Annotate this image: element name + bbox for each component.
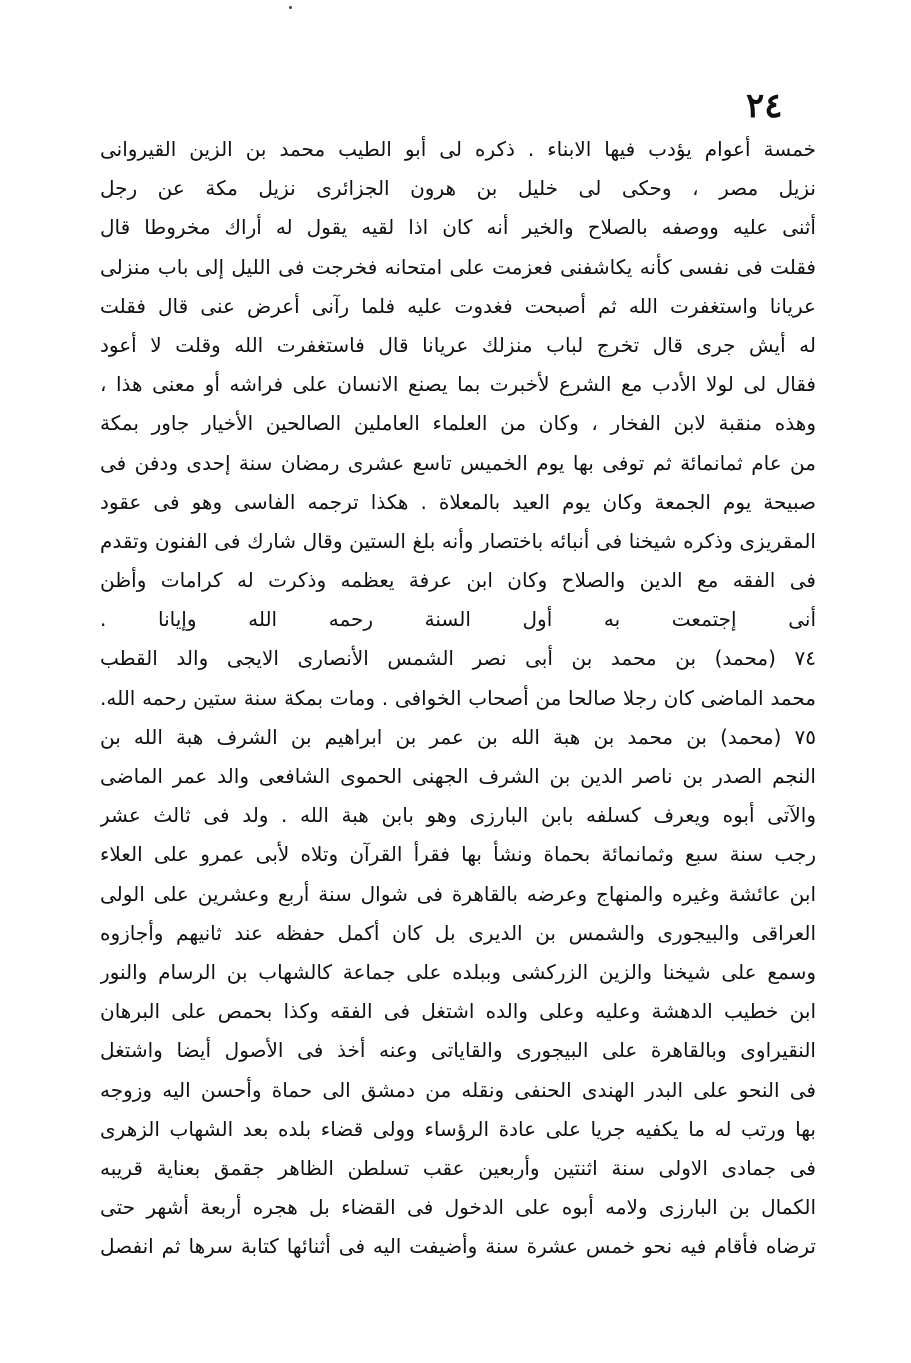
page-number: ٢٤ <box>746 86 783 126</box>
text-line: العراقى والبيجورى والشمس بن الديرى بل كان أكمل حفظه عند ثانيهم وأجازوه <box>100 920 816 945</box>
text-line: صبيحة يوم الجمعة وكان يوم العيد بالمعلاة . هكذا ترجمه الفاسى وهو فى عقود <box>100 489 816 514</box>
text-line: النقيراوى وبالقاهرة على البيجورى والقاياتى وعنه أخذ فى الأصول أيضا واشتغل <box>100 1038 816 1063</box>
text-line: أثنى عليه ووصفه بالصلاح والخير أنه كان اذا لقيه يقول له أراك مخروطا قال <box>100 215 816 240</box>
text-line: عريانا واستغفرت الله ثم أصبحت فغدوت عليه فلما رآنى أعرض عنى قال فقلت <box>100 293 816 318</box>
text-line: ٧٥ (محمد) بن محمد بن هبة الله بن عمر بن ابراهيم بن الشرف هبة الله بن <box>100 724 816 749</box>
text-line: الكمال بن البارزى ولامه أبوه على الدخول فى القضاء بل هجره أربعة أشهر حتى <box>100 1195 816 1220</box>
text-line: والآتى أبوه ويعرف كسلفه بابن البارزى وهو بابن هبة الله . ولد فى ثالث عشر <box>100 803 816 828</box>
text-line: من عام ثمانمائة ثم توفى بها يوم الخميس تاسع عشرى رمضان سنة إحدى ودفن فى <box>100 450 816 475</box>
text-line: له أيش جرى قال تخرج لباب منزلك عريانا قال فاستغفرت الله وقلت لا أعود <box>100 332 816 357</box>
text-line: ٧٤ (محمد) بن محمد بن أبى نصر الشمس الأنصارى الايجى والد القطب <box>100 646 816 671</box>
text-line: فى جمادى الاولى سنة اثنتين وأربعين عقب تسلطن الظاهر جقمق بعناية قريبه <box>100 1155 816 1180</box>
text-line: خمسة أعوام يؤدب فيها الابناء . ذكره لى أبو الطيب محمد بن الزين القيروانى <box>100 137 816 161</box>
text-line: بها ورتب له ما يكفيه جريا على عادة الرؤساء وولى قضاء بلده بعد الشهاب الزهرى <box>100 1116 816 1141</box>
text-line: فى النحو على البدر الهندى الحنفى ونقله من دمشق الى حماة وأحسن اليه وزوجه <box>100 1077 816 1102</box>
text-line: ابن عائشة وغيره والمنهاج وعرضه بالقاهرة فى شوال سنة أربع وعشرين على الولى <box>100 881 816 906</box>
text-line: أنى إجتمعت به أول السنة رحمه الله وإيانا . <box>100 607 816 632</box>
text-line: المقريزى وذكره شيخنا فى أنبائه باختصار وأنه بلغ الستين وقال شارك فى الفنون وتقدم <box>100 528 816 553</box>
text-line: وهذه منقبة لابن الفخار ، وكان من العلماء العاملين الصالحين الأخيار جاور بمكة <box>100 411 816 436</box>
text-line: نزيل مصر ، وحكى لى خليل بن هرون الجزائرى نزيل مكة عن رجل <box>100 176 816 201</box>
text-line: فقال لى لولا الأدب مع الشرع لأخبرت بما يصنع الانسان على فراشه أو معنى هذا ، <box>100 372 816 397</box>
paper-speck <box>289 6 292 9</box>
text-line: ابن خطيب الدهشة وعليه وعلى والده اشتغل فى الفقه وكذا بحمص على البرهان <box>100 999 816 1024</box>
text-line: وسمع على شيخنا والزين الزركشى وببلده على جماعة كالشهاب بن الرسام والنور <box>100 959 816 984</box>
text-line: رجب سنة سبع وثمانمائة بحماة ونشأ بها فقرأ القرآن وتلاه لأبى عمرو على العلاء <box>100 842 816 867</box>
text-line: فى الفقه مع الدين والصلاح وكان ابن عرفة يعظمه وذكرت له كرامات وأظن <box>100 568 816 593</box>
text-line: فقلت فى نفسى كأنه يكاشفنى فعزمت على امتحانه فخرجت فى الليل إلى باب منزلى <box>100 254 816 279</box>
text-line: النجم الصدر بن ناصر الدين بن الشرف الجهنى الحموى الشافعى والد عمر الماضى <box>100 764 816 788</box>
text-line: ترضاه فأقام فيه نحو خمس عشرة سنة وأضيفت اليه فى أثنائها كتابة سرها ثم انفصل <box>100 1234 816 1259</box>
text-line: محمد الماضى كان رجلا صالحا من أصحاب الخوافى . ومات بمكة سنة ستين رحمه الله. <box>100 685 816 710</box>
body-text <box>100 130 816 1266</box>
